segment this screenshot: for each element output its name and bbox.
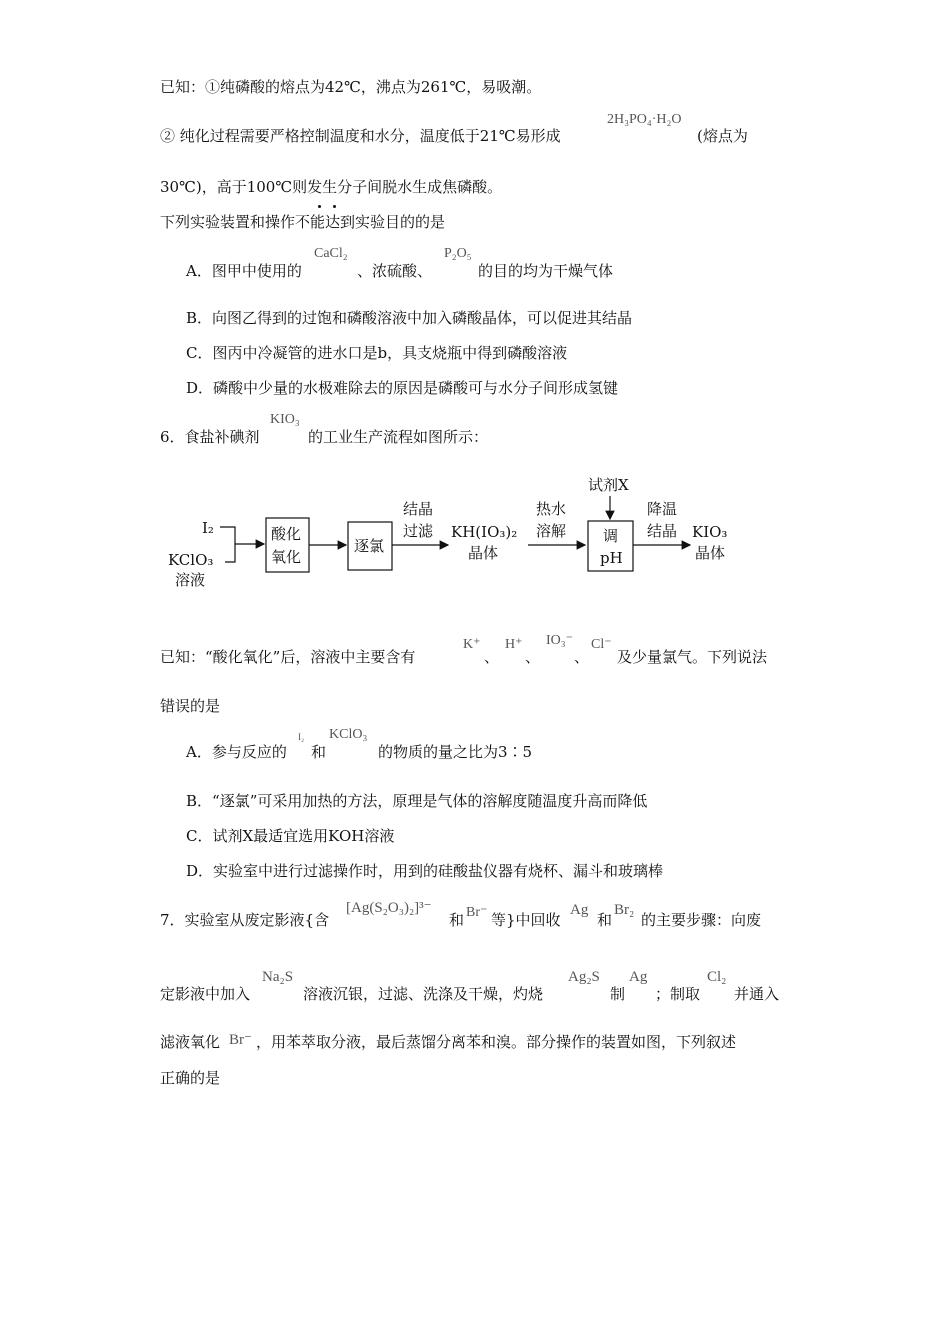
formula-br-ion-2: Br⁻: [229, 1032, 252, 1048]
known-line-2b: (熔点为: [697, 127, 748, 145]
flow-arrow3-label-2: 结晶: [647, 522, 678, 540]
q7-line-1d: 和: [597, 911, 613, 929]
q6-stem-2: 的工业生产流程如图所示：: [308, 428, 489, 446]
formula-i2: I₂: [298, 732, 305, 742]
q7-line-2a: 定影液中加入: [160, 985, 251, 1003]
flow-box-ph-l1: 调: [603, 527, 619, 545]
formula-br-ion: Br⁻: [466, 905, 488, 920]
formula-p2o5: P₂O₅: [444, 246, 472, 261]
q7-line-4: 正确的是: [160, 1069, 221, 1087]
flow-reagent-x: 试剂X: [588, 476, 629, 494]
q6-known-sep3: 、: [574, 648, 590, 666]
q6-option-a-3: 的物质的量之比为3∶5: [378, 743, 533, 761]
q6-option-a-1: A．参与反应的: [186, 743, 287, 761]
q5-stem: 下列实验装置和操作不能达到实验目的的是: [160, 213, 446, 231]
q7-line-1b: 和: [449, 911, 465, 929]
known-line-2c: 30℃)，高于100℃则发生分子间脱水生成焦磷酸。: [160, 178, 503, 196]
q7-line-2e: 并通入: [734, 985, 780, 1003]
q6-option-a-2: 和: [311, 743, 327, 761]
q6-known-sep1: 、: [484, 648, 500, 666]
formula-ag2s: Ag₂S: [568, 969, 600, 985]
known-line-2a: ② 纯化过程需要严格控制温度和水分，温度低于21℃易形成: [160, 127, 561, 145]
q5-option-a-2: 、浓硫酸、: [357, 262, 433, 280]
q7-line-3a: 滤液氧化: [160, 1033, 221, 1051]
flow-input-kclo3: KClO₃: [168, 551, 214, 569]
q7-line-2c: 制: [610, 985, 626, 1003]
flow-input-solution: 溶液: [175, 571, 206, 589]
flow-arrow1-label-2: 过滤: [403, 522, 434, 540]
q5-option-b: B．向图乙得到的过饱和磷酸溶液中加入磷酸晶体，可以促进其结晶: [186, 309, 633, 327]
flow-mid-product-l2: 晶体: [468, 544, 499, 562]
formula-ag: Ag: [570, 902, 589, 918]
formula-ag-product: Ag: [629, 969, 648, 985]
q6-option-c: C．试剂X最适宜选用KOH溶液: [186, 827, 395, 845]
flow-box-oxidation-l2: 氧化: [271, 548, 302, 566]
q5-option-a-3: 的目的均为干燥气体: [478, 262, 614, 280]
flow-box-chlorine-removal-label: 逐氯: [354, 537, 385, 555]
emphasis-dot: [333, 205, 336, 208]
flow-final-product-l2: 晶体: [695, 544, 726, 562]
flow-mid-product-l1: KH(IO₃)₂: [451, 523, 518, 541]
known-line-1: 已知：①纯磷酸的熔点为42℃，沸点为261℃，易吸潮。: [160, 78, 542, 96]
formula-k-ion: K⁺: [463, 637, 481, 652]
q7-line-1a: 7．实验室从废定影液{含: [160, 911, 330, 929]
formula-ag-thiosulfate-complex: [Ag(S₂O₃)₂]³⁻: [346, 900, 432, 916]
formula-io3-ion: IO₃⁻: [546, 633, 574, 648]
q5-option-c: C．图丙中冷凝管的进水口是b，具支烧瓶中得到磷酸溶液: [186, 344, 568, 362]
q7-line-1e: 的主要步骤：向废: [641, 911, 762, 929]
q7-line-3b: ，用苯萃取分液，最后蒸馏分离苯和溴。部分操作的装置如图，下列叙述: [256, 1033, 737, 1051]
process-flow-diagram: [160, 470, 760, 595]
formula-cl2: Cl₂: [707, 969, 727, 985]
q6-known-3: 错误的是: [160, 697, 221, 715]
q5-option-d: D．磷酸中少量的水极难除去的原因是磷酸可与水分子间形成氢键: [186, 379, 619, 397]
formula-na2s: Na₂S: [262, 969, 294, 985]
formula-h-ion: H⁺: [505, 637, 523, 652]
q6-known-1: 已知：“酸化氧化”后，溶液中主要含有: [160, 648, 416, 666]
q7-line-2b: 溶液沉银，过滤、洗涤及干燥，灼烧: [303, 985, 544, 1003]
flow-merge-line: [220, 527, 235, 562]
flow-final-product-l1: KIO₃: [692, 523, 728, 541]
formula-kclo3: KClO₃: [329, 727, 368, 742]
q6-known-sep2: 、: [525, 648, 541, 666]
q5-option-a-1: A．图甲中使用的: [186, 262, 302, 280]
formula-br2: Br₂: [614, 902, 635, 918]
q6-known-2: 及少量氯气。下列说法: [617, 648, 768, 666]
flow-arrow3-label-1: 降温: [647, 500, 678, 518]
formula-cl-ion: Cl⁻: [591, 637, 612, 652]
q6-stem-1: 6．食盐补碘剂: [160, 428, 260, 446]
flow-input-i2: I₂: [202, 519, 214, 537]
flow-arrow2-label-2: 溶解: [536, 522, 567, 540]
emphasis-dot: [318, 205, 321, 208]
formula-h3po4-hydrate: 2H₃PO₄·H₂O: [607, 112, 682, 127]
formula-kio3: KIO₃: [270, 412, 300, 427]
q6-option-b: B．“逐氯”可采用加热的方法，原理是气体的溶解度随温度升高而降低: [186, 792, 648, 810]
q7-line-1c: 等}中回收: [491, 911, 561, 929]
q6-option-d: D．实验室中进行过滤操作时，用到的硅酸盐仪器有烧杯、漏斗和玻璃棒: [186, 862, 664, 880]
flow-box-ph-l2: pH: [600, 549, 623, 567]
q7-line-2d: ；制取: [655, 985, 701, 1003]
flow-box-oxidation-l1: 酸化: [271, 525, 302, 543]
flow-arrow2-label-1: 热水: [536, 500, 567, 518]
flow-arrow1-label-1: 结晶: [403, 500, 434, 518]
formula-cacl2: CaCl₂: [314, 246, 348, 261]
